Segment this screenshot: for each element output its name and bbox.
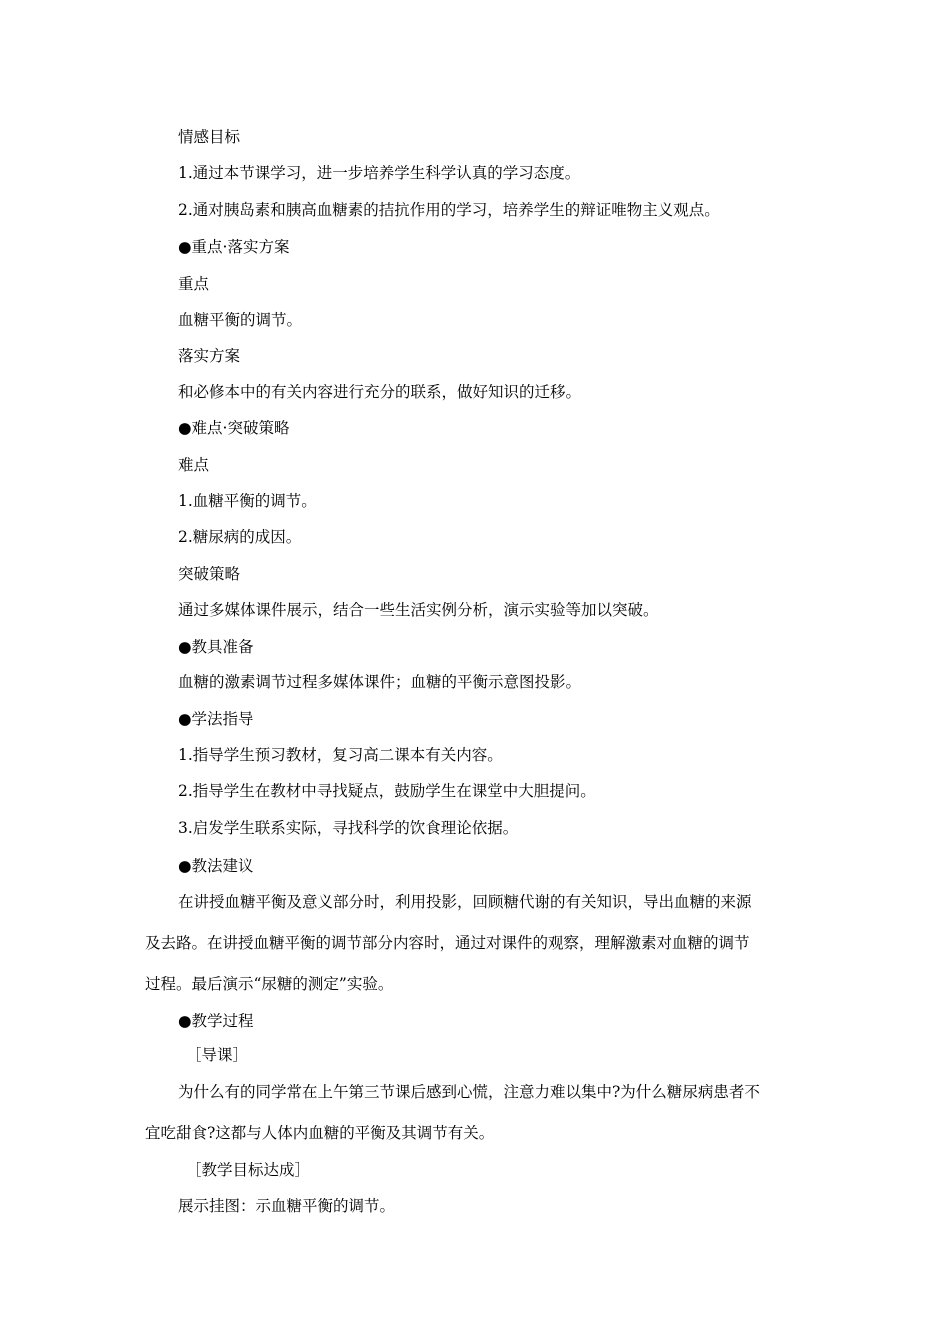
tools-heading: ●教具准备	[178, 638, 254, 656]
key-label: 重点	[178, 275, 210, 293]
goal-achievement-label: ［教学目标达成］	[186, 1161, 311, 1179]
breakthrough-text: 通过多媒体课件展示，结合一些生活实例分析，演示实验等加以突破。	[178, 601, 659, 619]
difficulty-section-heading: ●难点·突破策略	[178, 419, 290, 437]
breakthrough-label: 突破策略	[178, 565, 241, 583]
teaching-advice-line-2: 及去路。在讲授血糖平衡的调节部分内容时，通过对课件的观察，理解激素对血糖的调节	[145, 934, 750, 952]
emotion-goal-item-1: 1.通过本节课学习，进一步培养学生科学认真的学习态度。	[178, 164, 581, 182]
study-guide-item-2: 2.指导学生在教材中寻找疑点，鼓励学生在课堂中大胆提问。	[178, 782, 596, 800]
intro-line-2: 宜吃甜食?这都与人体内血糖的平衡及其调节有关。	[145, 1124, 495, 1142]
intro-label: ［导课］	[186, 1046, 249, 1064]
teaching-advice-heading: ●教法建议	[178, 857, 254, 875]
teaching-process-heading: ●教学过程	[178, 1012, 254, 1030]
goal-achievement-text: 展示挂图：示血糖平衡的调节。	[178, 1197, 396, 1215]
intro-line-1: 为什么有的同学常在上午第三节课后感到心慌，注意力难以集中?为什么糖尿病患者不	[178, 1083, 760, 1101]
study-guide-heading: ●学法指导	[178, 710, 254, 728]
implementation-text: 和必修本中的有关内容进行充分的联系，做好知识的迁移。	[178, 383, 582, 401]
implementation-label: 落实方案	[178, 347, 241, 365]
teaching-advice-line-1: 在讲授血糖平衡及意义部分时，利用投影，回顾糖代谢的有关知识，导出血糖的来源	[178, 893, 752, 911]
difficulty-item-2: 2.糖尿病的成因。	[178, 528, 302, 546]
key-text: 血糖平衡的调节。	[178, 311, 303, 329]
difficulty-item-1: 1.血糖平衡的调节。	[178, 492, 317, 510]
tools-text: 血糖的激素调节过程多媒体课件；血糖的平衡示意图投影。	[178, 673, 582, 691]
study-guide-item-3: 3.启发学生联系实际，寻找科学的饮食理论依据。	[178, 819, 519, 837]
teaching-advice-line-3: 过程。最后演示“尿糖的测定”实验。	[145, 975, 394, 993]
study-guide-item-1: 1.指导学生预习教材，复习高二课本有关内容。	[178, 746, 503, 764]
difficulty-label: 难点	[178, 456, 210, 474]
emotion-goal-heading: 情感目标	[178, 128, 241, 146]
emotion-goal-item-2: 2.通对胰岛素和胰高血糖素的拮抗作用的学习，培养学生的辩证唯物主义观点。	[178, 201, 720, 219]
key-section-heading: ●重点·落实方案	[178, 238, 290, 256]
